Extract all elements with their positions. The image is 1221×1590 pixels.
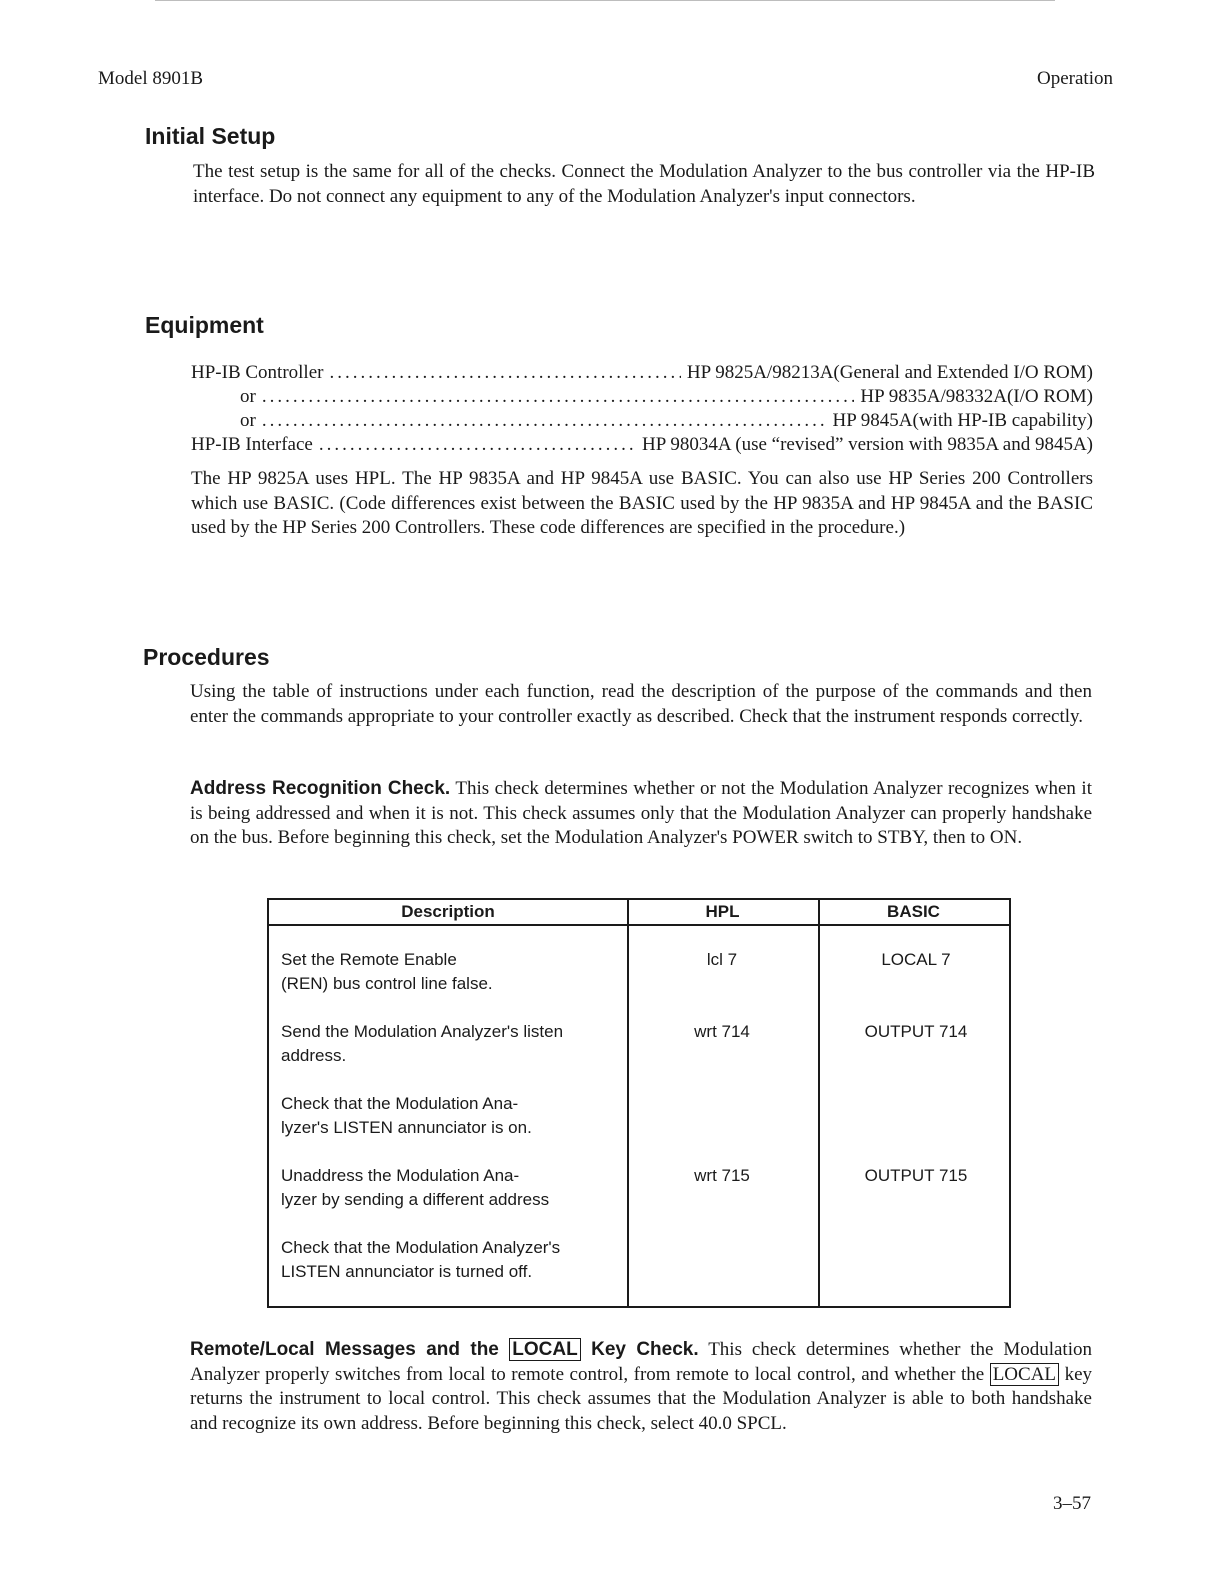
equipment-item bbox=[240, 410, 1093, 432]
row-basic: LOCAL 7 bbox=[881, 950, 951, 969]
equipment-value: HP 9835A/98332A(I/O ROM) bbox=[860, 386, 1093, 407]
address-check-paragraph bbox=[190, 777, 1092, 851]
address-check-text: This check determines whether or not the Modulation Analyzer recognizes when it is being addressed and when it is not. This check assumes only that the Modulation Analyzer can properly handshake on the bus. Before beginning this check, set the Modulation Analyzer's POWER switch to STBY, then to ON. bbox=[190, 778, 1092, 848]
local-key-inline: LOCAL bbox=[990, 1363, 1059, 1386]
row-description-line: Check that the Modulation Ana- bbox=[281, 1094, 519, 1113]
row-description-line: lyzer's LISTEN annunciator is on. bbox=[281, 1118, 532, 1137]
row-hpl: wrt 715 bbox=[694, 1166, 750, 1185]
procedures-intro: Using the table of instructions under each function, read the description of the purpose of the commands and then enter the commands appropriate to your controller exactly as described. Check that the instrument responds correctly. bbox=[190, 681, 1092, 727]
equipment-label: or bbox=[240, 386, 256, 407]
address-check-title: Address Recognition Check. bbox=[190, 778, 451, 799]
equipment-label: or bbox=[240, 410, 256, 431]
dot-leader bbox=[262, 386, 855, 408]
equipment-item bbox=[191, 434, 1093, 456]
table-header-rule bbox=[269, 924, 1009, 926]
equipment-heading: Equipment bbox=[145, 312, 264, 338]
table-header-description: Description bbox=[401, 902, 495, 921]
remote-local-title bbox=[190, 1338, 699, 1361]
remote-local-paragraph bbox=[190, 1338, 1092, 1436]
row-description-line: lyzer by sending a different address bbox=[281, 1190, 550, 1209]
table-row bbox=[281, 1020, 621, 1068]
row-description-line: LISTEN annunciator is turned off. bbox=[281, 1262, 533, 1281]
top-rule bbox=[155, 0, 1055, 1]
equipment-item bbox=[240, 386, 1093, 408]
table-header-hpl: HPL bbox=[705, 902, 740, 921]
remote-local-title-start: Remote/Local Messages and the bbox=[190, 1339, 499, 1360]
initial-setup-heading: Initial Setup bbox=[145, 123, 276, 149]
row-description-line: Check that the Modulation Analyzer's bbox=[281, 1238, 561, 1257]
row-hpl: lcl 7 bbox=[706, 950, 738, 969]
initial-setup-text: The test setup is the same for all of the checks. Connect the Modulation Analyzer to the bus controller via the HP-IB interface. Do not connect any equipment to any of the Modulation Analyzer's input connectors. bbox=[193, 161, 1095, 207]
equipment-value: HP 98034A (use “revised” version with 9835A and 9845A) bbox=[641, 434, 1093, 455]
table-row bbox=[281, 1092, 621, 1140]
procedures-heading: Procedures bbox=[143, 644, 270, 670]
row-hpl: wrt 714 bbox=[694, 1022, 750, 1041]
row-description-line: Send the Modulation Analyzer's listen bbox=[281, 1022, 564, 1041]
header-section: Operation bbox=[1037, 68, 1113, 89]
table-divider bbox=[818, 900, 820, 1306]
equipment-value: HP 9845A(with HP-IB capability) bbox=[832, 410, 1093, 431]
row-description-line: Set the Remote Enable bbox=[281, 950, 457, 969]
row-basic: OUTPUT 715 bbox=[864, 1166, 968, 1185]
row-description-line: (REN) bus control line false. bbox=[281, 974, 493, 993]
dot-leader bbox=[319, 434, 636, 456]
equipment-note: The HP 9825A uses HPL. The HP 9835A and HP 9845A use BASIC. You can also use HP Series 200 Controllers which use BASIC. (Code differences exist between the BASIC used by the HP 9835A and HP 9845A and the BASIC used by the HP Series 200 Controllers. These code differences are specified in the procedure.) bbox=[191, 468, 1093, 538]
remote-local-text-1: This check determines whether the Modulation Analyzer properly switches from local to remote control, from remote to local control, and whether the bbox=[190, 1339, 1092, 1385]
local-key-label: LOCAL bbox=[509, 1338, 580, 1361]
equipment-label: HP-IB Controller bbox=[191, 362, 324, 383]
header-model: Model 8901B bbox=[98, 68, 204, 89]
table-row bbox=[281, 1236, 621, 1284]
equipment-item bbox=[191, 362, 1093, 384]
table-row bbox=[281, 1164, 621, 1212]
row-description-line: address. bbox=[281, 1046, 347, 1065]
address-check-table bbox=[267, 898, 1011, 1308]
page-number: 3–57 bbox=[1053, 1493, 1091, 1514]
row-basic: OUTPUT 714 bbox=[864, 1022, 968, 1041]
remote-local-title-end: Key Check. bbox=[591, 1339, 699, 1360]
table-header-basic: BASIC bbox=[887, 902, 940, 921]
dot-leader bbox=[262, 410, 827, 432]
row-description-line: Unaddress the Modulation Ana- bbox=[281, 1166, 520, 1185]
table-row bbox=[281, 948, 621, 996]
equipment-label: HP-IB Interface bbox=[191, 434, 313, 455]
equipment-value: HP 9825A/98213A(General and Extended I/O ROM) bbox=[686, 362, 1093, 383]
dot-leader bbox=[329, 362, 680, 384]
remote-local-text-2: key returns the instrument to local control. This check assumes that the Modulation Analyzer is able to both handshake and recognize its own address. Before beginning this check, select 40.0 SPCL. bbox=[190, 1363, 1093, 1434]
